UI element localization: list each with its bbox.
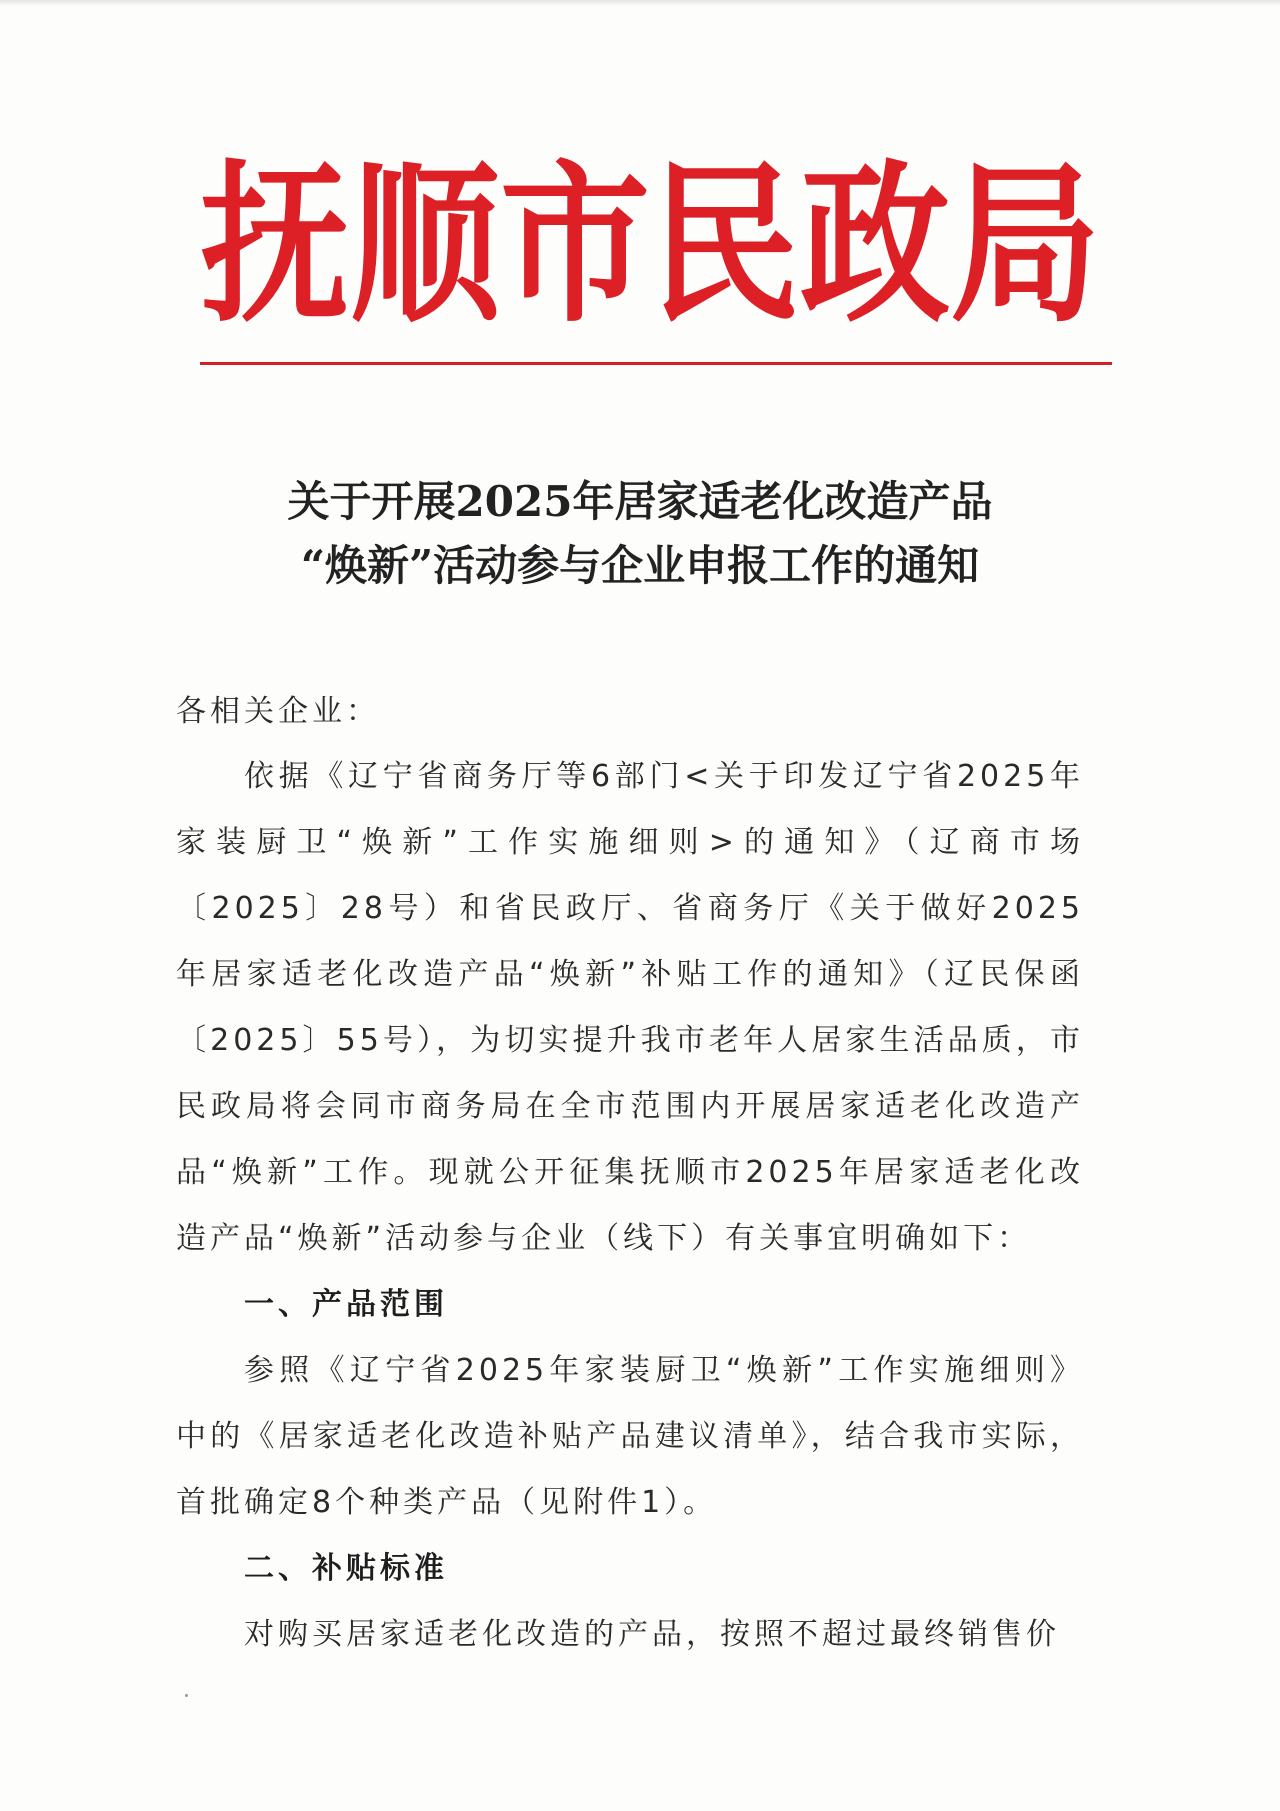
scan-edge: [0, 0, 1280, 6]
intro-paragraph: 依据《辽宁省商务厅等6部门<关于印发辽宁省2025年家装厨卫“焕新”工作实施细则>的通知》（辽商市场〔2025〕28号）和省民政厅、省商务厅《关于做好2025年居家适老化改造产品“焕新”补贴工作的通知》（辽民保函〔2025〕55号），为切实提升我市老年人居家生活品质，市民政局将会同市商务局在全市范围内开展居家适老化改造产品“焕新”工作。现就公开征集抚顺市2025年居家适老化改造产品“焕新”活动参与企业（线下）有关事宜明确如下：: [176, 759, 1084, 1256]
section-paragraph-subsidy-standard: 对购买居家适老化改造的产品，按照不超过最终销售价: [244, 1617, 1060, 1652]
letterhead-char: 民: [650, 143, 801, 347]
document-body: [176, 680, 1084, 1668]
scan-speck: [185, 1694, 188, 1697]
section-heading-subsidy-standard: 二、补贴标准: [244, 1551, 448, 1586]
letterhead-char: 市: [500, 143, 651, 347]
letterhead-char: 顺: [350, 143, 501, 347]
letterhead-divider: [200, 362, 1112, 365]
title-line-2: “焕新”活动参与企业申报工作的通知: [300, 541, 980, 590]
letterhead-char: 抚: [200, 143, 351, 347]
letterhead-char: 政: [800, 143, 951, 347]
section-heading-product-scope: 一、产品范围: [244, 1287, 448, 1322]
salutation: 各相关企业：: [176, 694, 380, 729]
document-title: [200, 470, 1080, 598]
section-paragraph-product-scope: 参照《辽宁省2025年家装厨卫“焕新”工作实施细则》中的《居家适老化改造补贴产品建议清单》，结合我市实际，首批确定8个种类产品（见附件1）。: [176, 1353, 1084, 1520]
letterhead-char: 局: [950, 143, 1101, 347]
organization-letterhead: [200, 143, 1101, 347]
title-line-1: 关于开展2025年居家适老化改造产品: [287, 477, 993, 526]
